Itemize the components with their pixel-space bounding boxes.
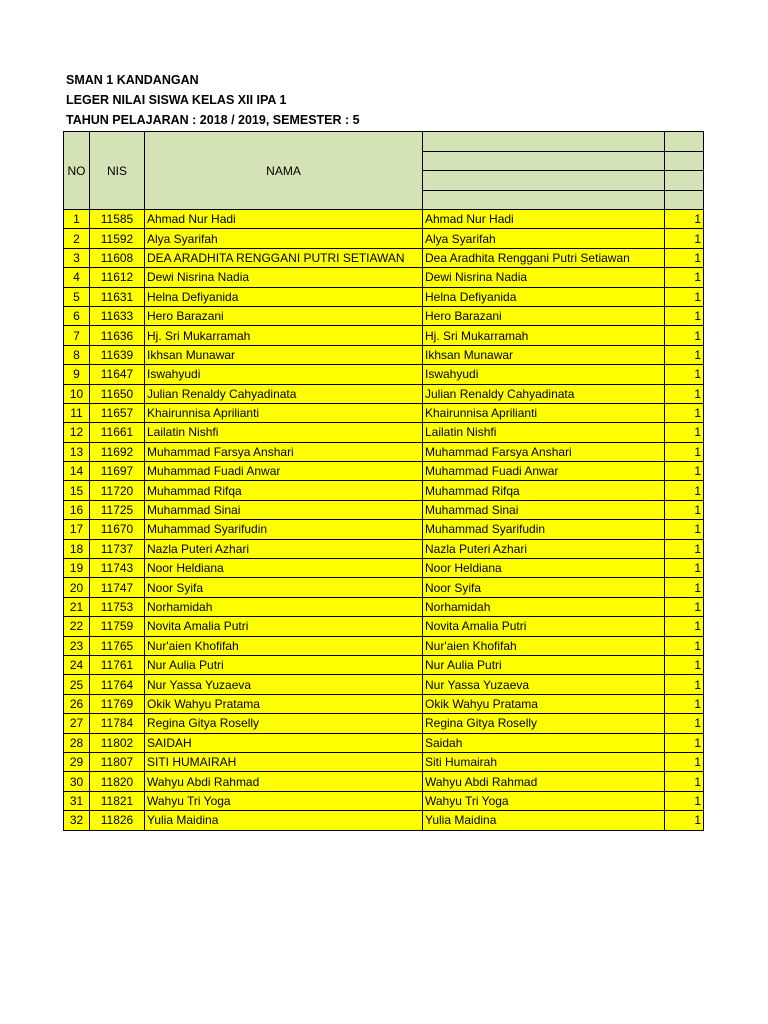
- cell-nis: 11820: [90, 772, 145, 791]
- table-row: [64, 248, 704, 267]
- cell-nama: SAIDAH: [145, 733, 423, 752]
- cell-nama-repeat: Noor Heldiana: [423, 559, 665, 578]
- cell-nis: 11737: [90, 539, 145, 558]
- cell-nis: 11784: [90, 714, 145, 733]
- cell-value: 1: [665, 617, 704, 636]
- cell-nis: 11661: [90, 423, 145, 442]
- cell-nama: Noor Heldiana: [145, 559, 423, 578]
- cell-no: 11: [64, 403, 90, 422]
- cell-nis: 11720: [90, 481, 145, 500]
- table-row: [64, 481, 704, 500]
- cell-nama: Ahmad Nur Hadi: [145, 210, 423, 229]
- cell-value: 1: [665, 481, 704, 500]
- table-row: [64, 462, 704, 481]
- table-header: [64, 132, 704, 210]
- cell-nis: 11639: [90, 345, 145, 364]
- cell-nama: Nur Yassa Yuzaeva: [145, 675, 423, 694]
- cell-nama: Khairunnisa Aprilianti: [145, 403, 423, 422]
- cell-value: 1: [665, 248, 704, 267]
- header-cell-empty: [665, 151, 704, 171]
- cell-value: 1: [665, 733, 704, 752]
- cell-value: 1: [665, 326, 704, 345]
- table-row: [64, 520, 704, 539]
- cell-no: 9: [64, 365, 90, 384]
- cell-nama-repeat: Khairunnisa Aprilianti: [423, 403, 665, 422]
- cell-nama-repeat: Okik Wahyu Pratama: [423, 694, 665, 713]
- cell-no: 22: [64, 617, 90, 636]
- cell-nama-repeat: Muhammad Rifqa: [423, 481, 665, 500]
- cell-nis: 11761: [90, 655, 145, 674]
- table-row: [64, 811, 704, 830]
- cell-value: 1: [665, 287, 704, 306]
- cell-value: 1: [665, 811, 704, 830]
- cell-nama-repeat: Dewi Nisrina Nadia: [423, 268, 665, 287]
- cell-nis: 11826: [90, 811, 145, 830]
- cell-nama: Muhammad Farsya Anshari: [145, 442, 423, 461]
- cell-nama: Dewi Nisrina Nadia: [145, 268, 423, 287]
- cell-value: 1: [665, 655, 704, 674]
- cell-value: 1: [665, 345, 704, 364]
- cell-nama: Alya Syarifah: [145, 229, 423, 248]
- cell-no: 31: [64, 791, 90, 810]
- table-row: [64, 384, 704, 403]
- cell-nama: Muhammad Syarifudin: [145, 520, 423, 539]
- cell-value: 1: [665, 752, 704, 771]
- cell-no: 27: [64, 714, 90, 733]
- cell-nis: 11821: [90, 791, 145, 810]
- cell-nama-repeat: Hj. Sri Mukarramah: [423, 326, 665, 345]
- cell-nama-repeat: Novita Amalia Putri: [423, 617, 665, 636]
- table-row: [64, 694, 704, 713]
- cell-nis: 11764: [90, 675, 145, 694]
- cell-no: 1: [64, 210, 90, 229]
- table-row: [64, 306, 704, 325]
- cell-nis: 11633: [90, 306, 145, 325]
- header-cell-empty: [423, 190, 665, 210]
- cell-no: 15: [64, 481, 90, 500]
- cell-nama: Helna Defiyanida: [145, 287, 423, 306]
- cell-nama: Muhammad Fuadi Anwar: [145, 462, 423, 481]
- cell-value: 1: [665, 636, 704, 655]
- cell-nama: Nur Aulia Putri: [145, 655, 423, 674]
- table-row: [64, 365, 704, 384]
- cell-nama-repeat: Julian Renaldy Cahyadinata: [423, 384, 665, 403]
- cell-value: 1: [665, 268, 704, 287]
- cell-nama-repeat: Muhammad Farsya Anshari: [423, 442, 665, 461]
- cell-nama-repeat: Regina Gitya Roselly: [423, 714, 665, 733]
- cell-nama: Okik Wahyu Pratama: [145, 694, 423, 713]
- academic-year: TAHUN PELAJARAN : 2018 / 2019, SEMESTER : 5: [66, 113, 360, 127]
- cell-value: 1: [665, 675, 704, 694]
- school-name: SMAN 1 KANDANGAN: [66, 73, 199, 87]
- cell-value: 1: [665, 403, 704, 422]
- cell-nama: Wahyu Tri Yoga: [145, 791, 423, 810]
- cell-no: 7: [64, 326, 90, 345]
- cell-value: 1: [665, 384, 704, 403]
- cell-no: 30: [64, 772, 90, 791]
- cell-value: 1: [665, 539, 704, 558]
- cell-no: 20: [64, 578, 90, 597]
- table-row: [64, 442, 704, 461]
- cell-value: 1: [665, 578, 704, 597]
- table-row: [64, 539, 704, 558]
- table-row: [64, 617, 704, 636]
- header-cell-empty: [665, 190, 704, 210]
- table-row: [64, 791, 704, 810]
- cell-nama: Norhamidah: [145, 597, 423, 616]
- cell-nama-repeat: Alya Syarifah: [423, 229, 665, 248]
- cell-nis: 11743: [90, 559, 145, 578]
- table-row: [64, 268, 704, 287]
- column-header-nama: NAMA: [145, 132, 423, 210]
- cell-nama: Yulia Maidina: [145, 811, 423, 830]
- cell-no: 24: [64, 655, 90, 674]
- cell-nama: Wahyu Abdi Rahmad: [145, 772, 423, 791]
- cell-nis: 11612: [90, 268, 145, 287]
- table-row: [64, 287, 704, 306]
- cell-nama-repeat: Yulia Maidina: [423, 811, 665, 830]
- cell-nama: Hj. Sri Mukarramah: [145, 326, 423, 345]
- cell-value: 1: [665, 791, 704, 810]
- cell-value: 1: [665, 210, 704, 229]
- cell-value: 1: [665, 423, 704, 442]
- cell-no: 29: [64, 752, 90, 771]
- cell-nama: Hero Barazani: [145, 306, 423, 325]
- cell-value: 1: [665, 306, 704, 325]
- cell-no: 10: [64, 384, 90, 403]
- cell-no: 17: [64, 520, 90, 539]
- table-row: [64, 229, 704, 248]
- cell-no: 21: [64, 597, 90, 616]
- table-row: [64, 752, 704, 771]
- cell-nis: 11636: [90, 326, 145, 345]
- cell-nama: Noor Syifa: [145, 578, 423, 597]
- table-row: [64, 578, 704, 597]
- cell-nama-repeat: Noor Syifa: [423, 578, 665, 597]
- cell-nis: 11650: [90, 384, 145, 403]
- cell-no: 19: [64, 559, 90, 578]
- cell-no: 14: [64, 462, 90, 481]
- cell-nis: 11769: [90, 694, 145, 713]
- cell-nis: 11753: [90, 597, 145, 616]
- table-row: [64, 714, 704, 733]
- cell-nis: 11592: [90, 229, 145, 248]
- cell-nis: 11802: [90, 733, 145, 752]
- cell-no: 18: [64, 539, 90, 558]
- cell-nama: Muhammad Sinai: [145, 500, 423, 519]
- cell-nama-repeat: Ikhsan Munawar: [423, 345, 665, 364]
- cell-nama: Nur'aien Khofifah: [145, 636, 423, 655]
- cell-no: 25: [64, 675, 90, 694]
- cell-no: 26: [64, 694, 90, 713]
- cell-nama: Muhammad Rifqa: [145, 481, 423, 500]
- cell-no: 3: [64, 248, 90, 267]
- table-row: [64, 210, 704, 229]
- cell-nama-repeat: Nazla Puteri Azhari: [423, 539, 665, 558]
- cell-nis: 11725: [90, 500, 145, 519]
- cell-value: 1: [665, 520, 704, 539]
- cell-no: 13: [64, 442, 90, 461]
- table-row: [64, 423, 704, 442]
- document-header: [66, 70, 360, 130]
- cell-no: 8: [64, 345, 90, 364]
- cell-nama-repeat: Wahyu Tri Yoga: [423, 791, 665, 810]
- cell-nis: 11692: [90, 442, 145, 461]
- cell-no: 32: [64, 811, 90, 830]
- cell-nis: 11657: [90, 403, 145, 422]
- document-title: LEGER NILAI SISWA KELAS XII IPA 1: [66, 93, 287, 107]
- cell-no: 2: [64, 229, 90, 248]
- table-row: [64, 636, 704, 655]
- grade-table: [63, 131, 704, 831]
- cell-nama-repeat: Wahyu Abdi Rahmad: [423, 772, 665, 791]
- cell-value: 1: [665, 559, 704, 578]
- cell-nama: Nazla Puteri Azhari: [145, 539, 423, 558]
- cell-nis: 11759: [90, 617, 145, 636]
- cell-nama-repeat: Helna Defiyanida: [423, 287, 665, 306]
- cell-no: 16: [64, 500, 90, 519]
- header-cell-empty: [423, 132, 665, 152]
- cell-nama-repeat: Saidah: [423, 733, 665, 752]
- cell-nama: SITI HUMAIRAH: [145, 752, 423, 771]
- cell-nama-repeat: Iswahyudi: [423, 365, 665, 384]
- cell-value: 1: [665, 714, 704, 733]
- cell-nama-repeat: Muhammad Sinai: [423, 500, 665, 519]
- cell-value: 1: [665, 365, 704, 384]
- table-row: [64, 500, 704, 519]
- table-row: [64, 655, 704, 674]
- table-row: [64, 597, 704, 616]
- cell-nama-repeat: Muhammad Syarifudin: [423, 520, 665, 539]
- cell-nis: 11647: [90, 365, 145, 384]
- cell-nama-repeat: Muhammad Fuadi Anwar: [423, 462, 665, 481]
- cell-nis: 11585: [90, 210, 145, 229]
- cell-nama: Julian Renaldy Cahyadinata: [145, 384, 423, 403]
- cell-nama: Novita Amalia Putri: [145, 617, 423, 636]
- cell-value: 1: [665, 500, 704, 519]
- table-body: [64, 210, 704, 831]
- cell-nis: 11670: [90, 520, 145, 539]
- header-cell-empty: [423, 171, 665, 191]
- cell-no: 6: [64, 306, 90, 325]
- cell-nis: 11697: [90, 462, 145, 481]
- cell-nama-repeat: Nur Aulia Putri: [423, 655, 665, 674]
- cell-no: 4: [64, 268, 90, 287]
- header-cell-empty: [665, 132, 704, 152]
- cell-no: 5: [64, 287, 90, 306]
- column-header-no: NO: [64, 132, 90, 210]
- cell-nama: Iswahyudi: [145, 365, 423, 384]
- cell-nama-repeat: Dea Aradhita Renggani Putri Setiawan: [423, 248, 665, 267]
- cell-no: 23: [64, 636, 90, 655]
- cell-nis: 11631: [90, 287, 145, 306]
- cell-nama-repeat: Lailatin Nishfi: [423, 423, 665, 442]
- table-row: [64, 772, 704, 791]
- cell-nama-repeat: Nur'aien Khofifah: [423, 636, 665, 655]
- cell-nama: Regina Gitya Roselly: [145, 714, 423, 733]
- cell-nis: 11807: [90, 752, 145, 771]
- cell-nama-repeat: Nur Yassa Yuzaeva: [423, 675, 665, 694]
- table-row: [64, 403, 704, 422]
- header-cell-empty: [665, 171, 704, 191]
- cell-no: 12: [64, 423, 90, 442]
- cell-nama-repeat: Norhamidah: [423, 597, 665, 616]
- cell-nama-repeat: Hero Barazani: [423, 306, 665, 325]
- cell-nis: 11747: [90, 578, 145, 597]
- table-row: [64, 733, 704, 752]
- cell-value: 1: [665, 229, 704, 248]
- cell-nama-repeat: Ahmad Nur Hadi: [423, 210, 665, 229]
- cell-nis: 11608: [90, 248, 145, 267]
- table-row: [64, 345, 704, 364]
- cell-nis: 11765: [90, 636, 145, 655]
- cell-value: 1: [665, 442, 704, 461]
- cell-value: 1: [665, 694, 704, 713]
- cell-nama: DEA ARADHITA RENGGANI PUTRI SETIAWAN: [145, 248, 423, 267]
- cell-value: 1: [665, 462, 704, 481]
- cell-nama: Ikhsan Munawar: [145, 345, 423, 364]
- column-header-nis: NIS: [90, 132, 145, 210]
- cell-nama: Lailatin Nishfi: [145, 423, 423, 442]
- table-row: [64, 326, 704, 345]
- header-cell-empty: [423, 151, 665, 171]
- table-row: [64, 559, 704, 578]
- cell-value: 1: [665, 772, 704, 791]
- cell-nama-repeat: Siti Humairah: [423, 752, 665, 771]
- cell-no: 28: [64, 733, 90, 752]
- cell-value: 1: [665, 597, 704, 616]
- table-row: [64, 675, 704, 694]
